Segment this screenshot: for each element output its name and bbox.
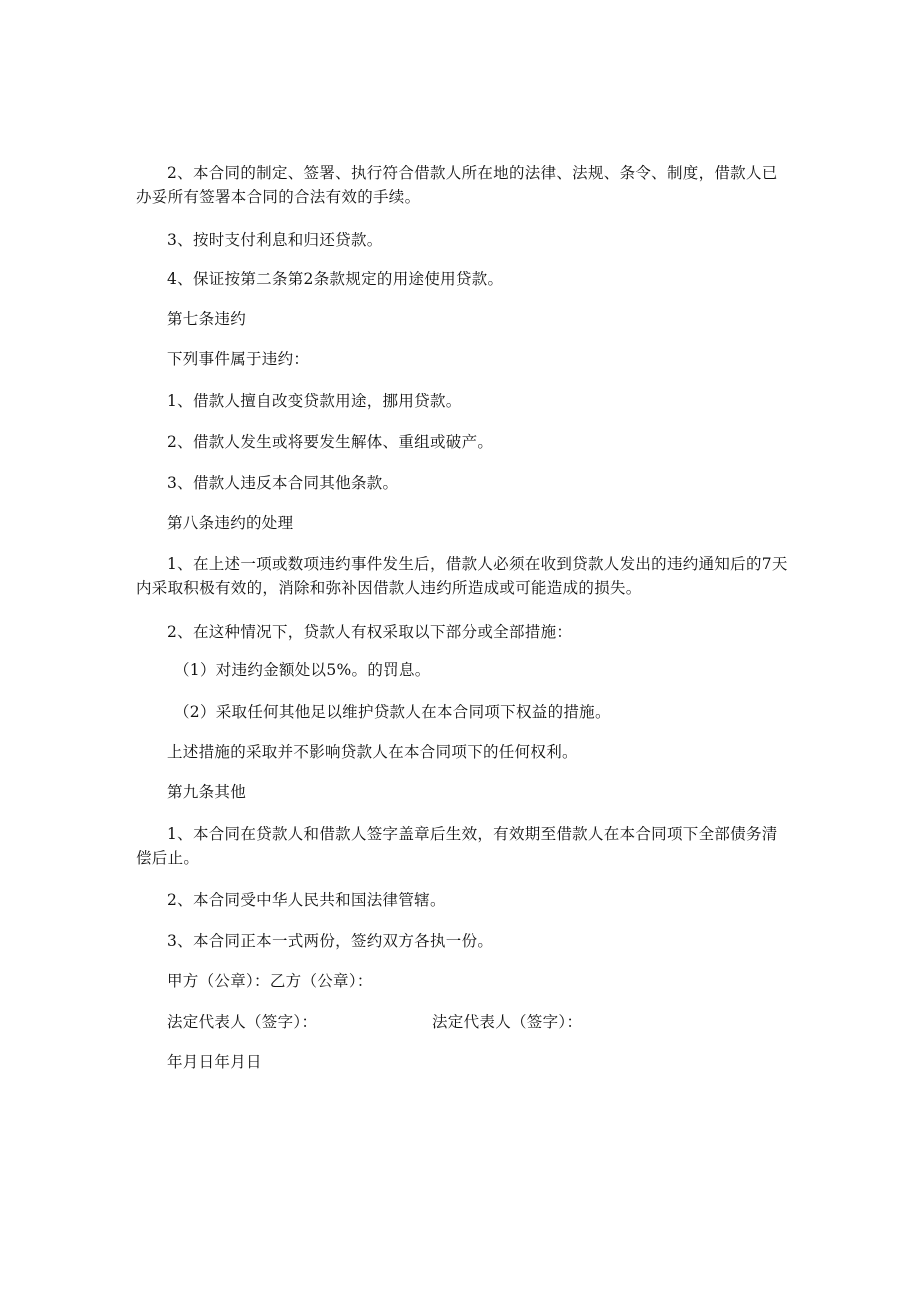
- date-line: 年月日年月日: [167, 1053, 262, 1071]
- sub-clause: （2）采取任何其他足以维护贷款人在本合同项下权益的措施。: [174, 703, 611, 721]
- clause-paragraph: 1、借款人擅自改变贷款用途，挪用贷款。: [167, 392, 462, 410]
- article-heading: 第九条其他: [167, 783, 247, 801]
- clause-paragraph: 2、在这种情况下，贷款人有权采取以下部分或全部措施：: [167, 623, 573, 641]
- party-seal-line: 甲方（公章）：乙方（公章）：: [167, 972, 373, 990]
- signature-left: 法定代表人（签字）：: [167, 1013, 318, 1031]
- clause-paragraph: 1、本合同在贷款人和借款人签字盖章后生效，有效期至借款人在本合同项下全部债务清偿后止。: [136, 825, 778, 867]
- clause-paragraph: 上述措施的采取并不影响贷款人在本合同项下的任何权利。: [167, 743, 578, 761]
- article-heading: 第八条违约的处理: [167, 514, 294, 532]
- clause-paragraph: 3、按时支付利息和归还贷款。: [167, 231, 383, 249]
- clause-paragraph: 2、本合同受中华人民共和国法律管辖。: [167, 891, 446, 909]
- clause-paragraph: 下列事件属于违约：: [167, 350, 310, 368]
- sub-clause: （1）对违约金额处以5%。的罚息。: [174, 661, 431, 679]
- article-heading: 第七条违约: [167, 310, 247, 328]
- clause-paragraph: 4、保证按第二条第2条款规定的用途使用贷款。: [167, 270, 504, 288]
- clause-paragraph: 3、借款人违反本合同其他条款。: [167, 474, 399, 492]
- signature-right: 法定代表人（签字）：: [432, 1013, 583, 1031]
- clause-paragraph: 1、在上述一项或数项违约事件发生后，借款人必须在收到贷款人发出的违约通知后的7天内采取积极有效的，消除和弥补因借款人违约所造成或可能造成的损失。: [136, 555, 788, 597]
- clause-paragraph: 2、借款人发生或将要发生解体、重组或破产。: [167, 433, 494, 451]
- clause-paragraph: 2、本合同的制定、签署、执行符合借款人所在地的法律、法规、条令、制度，借款人已办妥所有签署本合同的合法有效的手续。: [136, 164, 778, 206]
- clause-paragraph: 3、本合同正本一式两份，签约双方各执一份。: [167, 932, 494, 950]
